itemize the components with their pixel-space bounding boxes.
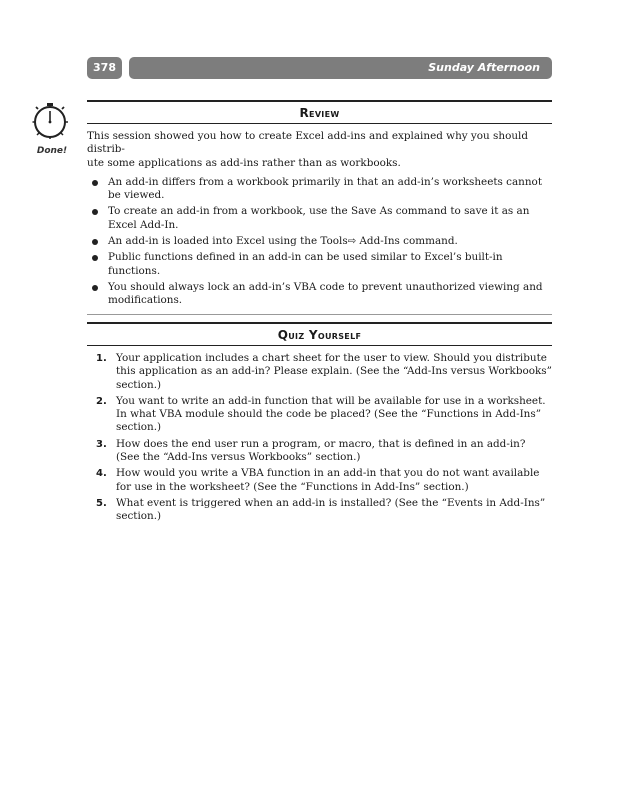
bullet-icon (92, 180, 98, 186)
quiz-question-list (87, 352, 552, 524)
quiz-question: 5. What event is triggered when an add-in is installed? (See the “Events in Add-Ins” section.) (96, 496, 546, 523)
list-item: To create an add-in from a workbook, use the Save As command to save it as an Excel Add-In. (87, 205, 552, 232)
bullet-icon (92, 239, 98, 245)
quiz-heading: Quiz Yourself (277, 328, 362, 342)
review-heading: Review (299, 106, 340, 120)
list-item: Public functions defined in an add-in can be used similar to Excel’s built-in functions. (87, 251, 552, 278)
list-item: You should always lock an add-in’s VBA code to prevent unauthorized viewing and modifications. (87, 281, 552, 308)
review-heading-rule (87, 123, 552, 124)
bullet-icon (92, 285, 98, 291)
quiz-heading-rule (87, 345, 552, 346)
bullet-icon (92, 255, 98, 261)
quiz-question: 1. Your application includes a chart sheet for the user to view. Should you distribute this application as an add-in? Please explain. (See the “Add-Ins versus Workbooks” section.) (96, 352, 552, 391)
bullet-icon (92, 209, 98, 215)
quiz-question: 4. How would you write a VBA function in an add-in that you do not want available for use in the worksheet? (See the “Functions in Add-Ins” section.) (96, 467, 540, 493)
review-intro: This session showed you how to create Excel add-ins and explained why you should distrib- ute some applications as add-ins rather than as workbooks. (87, 130, 528, 169)
quiz-question: 2. You want to write an add-in function that will be available for use in a worksheet. In what VBA module should the code be placed? (See the “Functions in Add-Ins” section.) (96, 394, 546, 434)
list-item: An add-in is loaded into Excel using the Tools⇨ Add-Ins command. (87, 235, 552, 248)
quiz-question: 3. How does the end user run a program, or macro, that is defined in an add-in? (See the “Add-Ins versus Workbooks” section.) (96, 437, 526, 464)
review-bottom-rule (87, 314, 552, 315)
menu-arrow-icon: ⇨ (347, 236, 357, 248)
list-item: An add-in differs from a workbook primarily in that an add-in’s worksheets cannot be viewed. (87, 176, 552, 203)
running-header (87, 57, 552, 79)
page-number: 378 (87, 57, 122, 79)
running-title: Sunday Afternoon (129, 57, 552, 79)
review-section (87, 100, 552, 315)
quiz-section (87, 322, 552, 527)
stopwatch-icon (32, 100, 72, 140)
done-label: Done! (36, 146, 68, 156)
review-bullet-list (87, 176, 552, 308)
